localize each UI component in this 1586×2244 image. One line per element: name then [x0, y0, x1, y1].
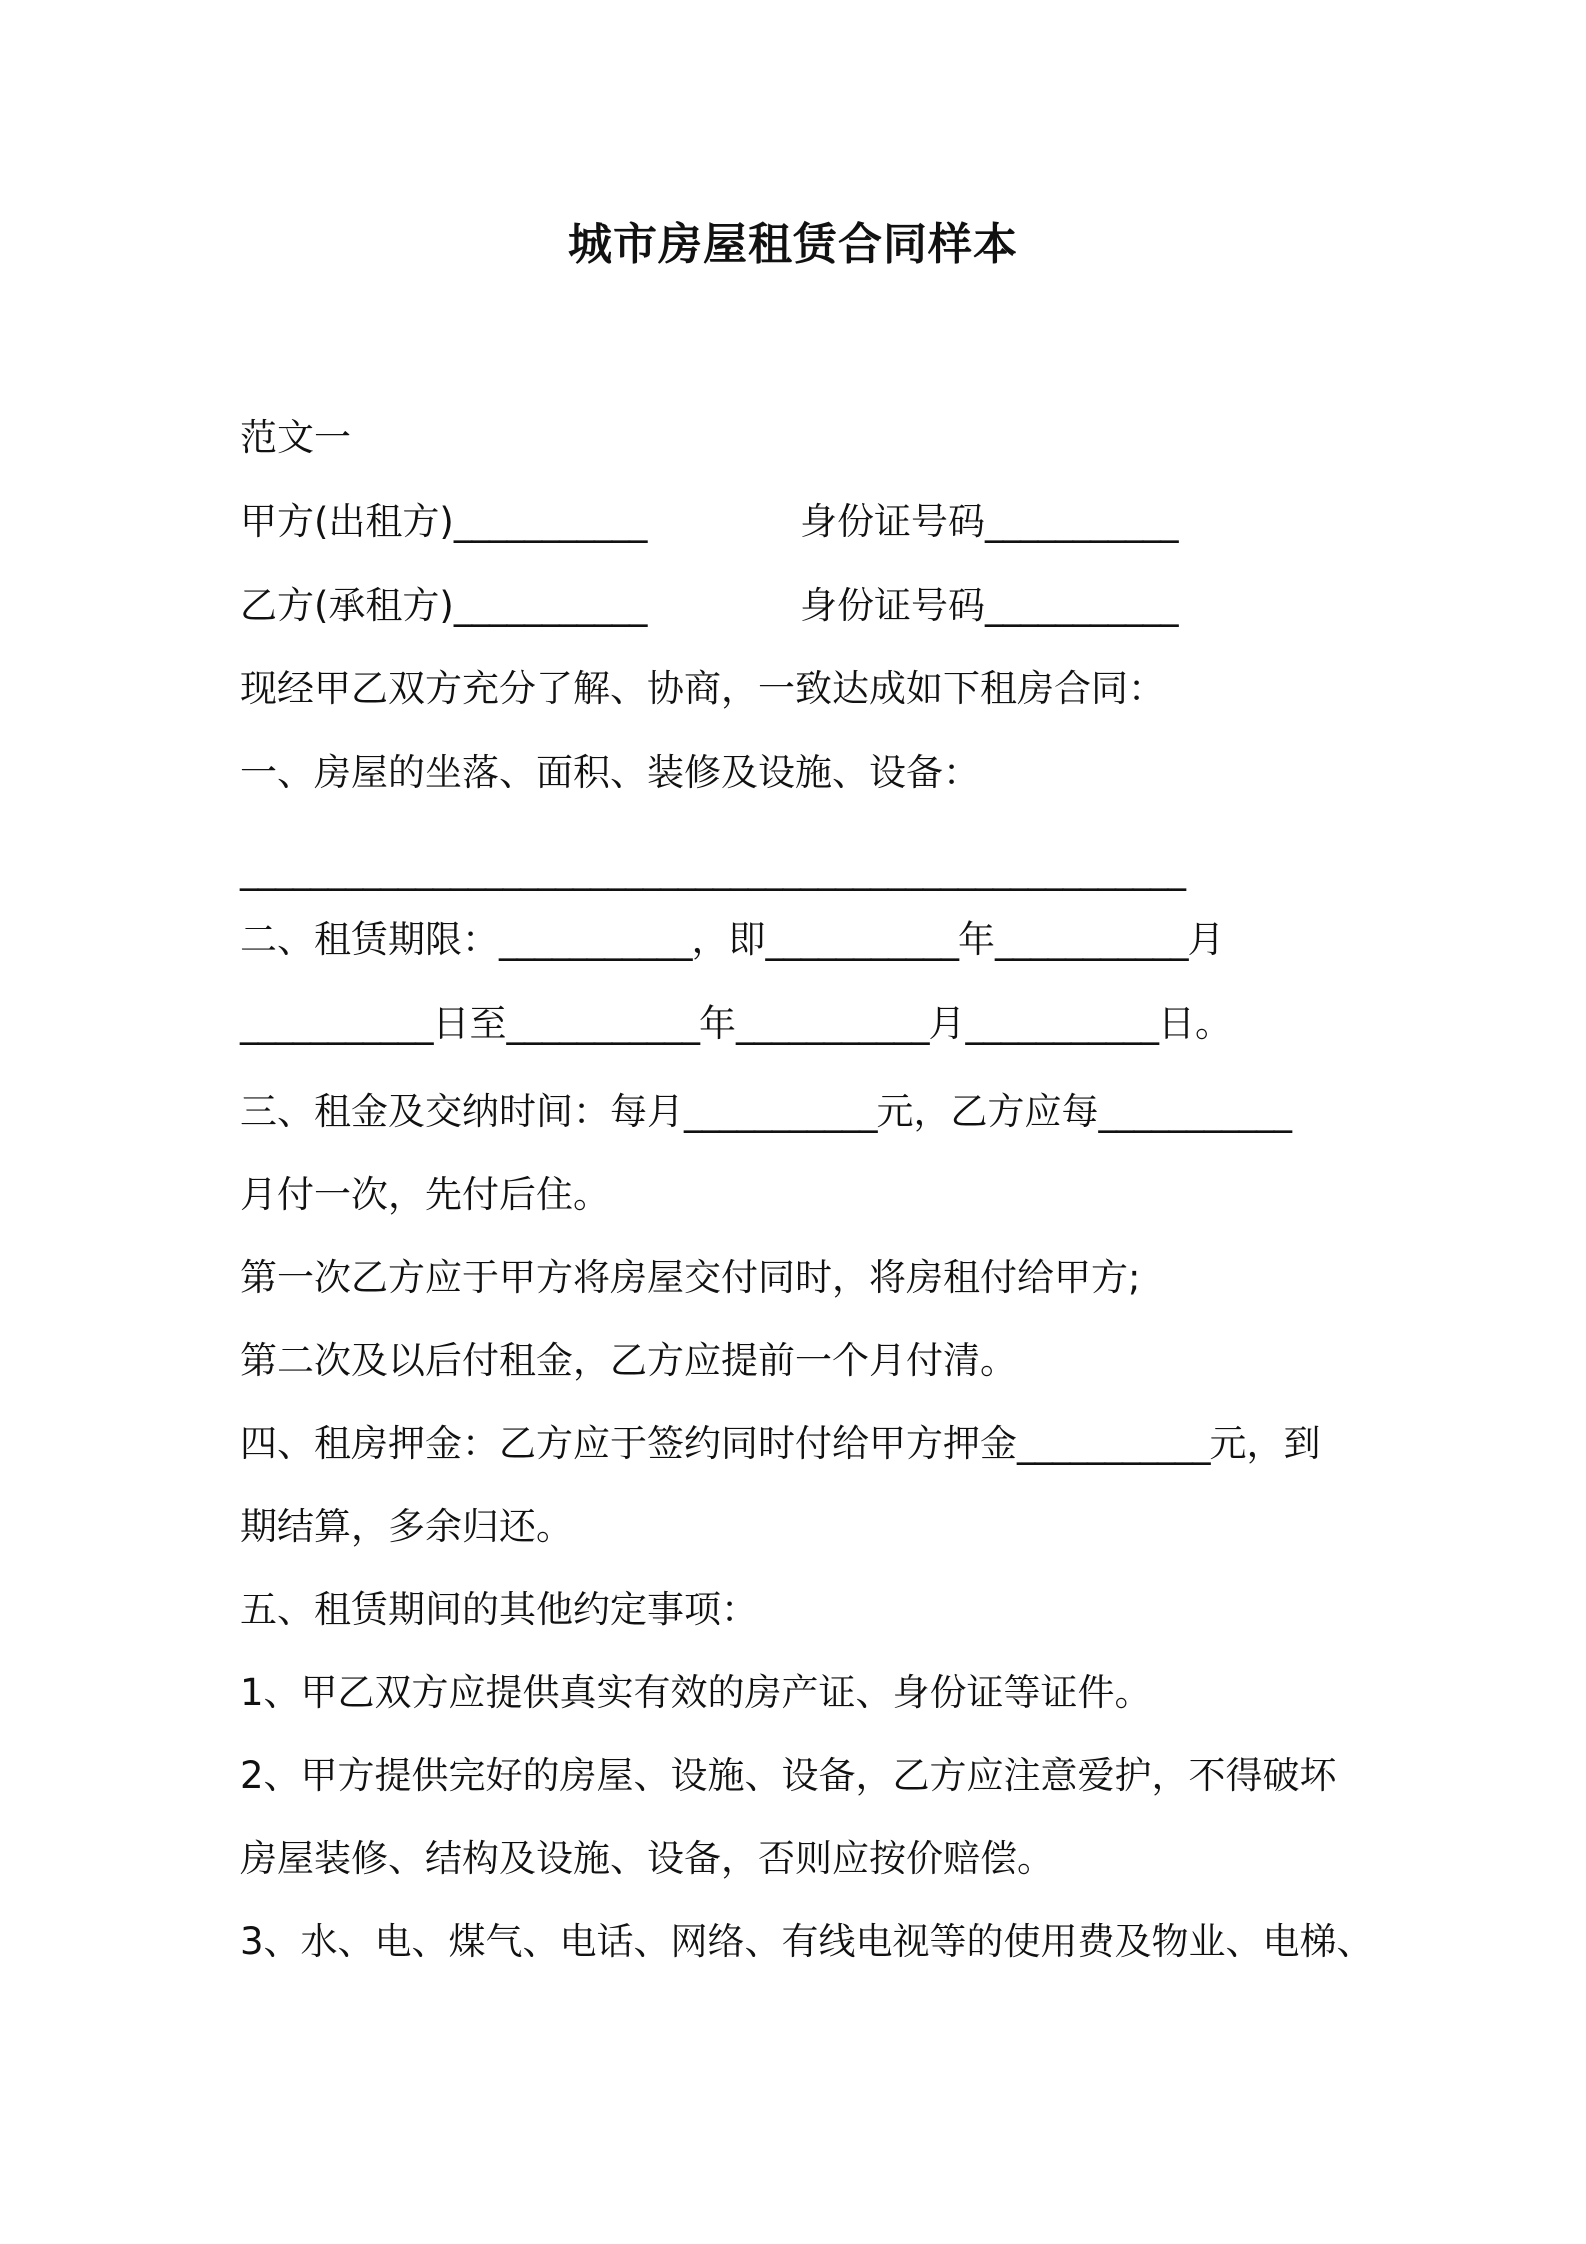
section-3-line-2: 月付一次，先付后住。: [240, 1173, 610, 1216]
intro-line: 现经甲乙双方充分了解、协商，一致达成如下租房合同：: [240, 667, 1165, 710]
party-a-id-label: 身份证号码: [800, 500, 985, 543]
start-year-blank: ___________: [765, 918, 958, 961]
section-1-heading: 一、房屋的坐落、面积、装修及设施、设备：: [240, 751, 980, 794]
lease-term-blank: ___________: [499, 918, 692, 961]
lease-term-label: 二、租赁期限：: [240, 918, 499, 961]
deposit-yuan-text: 元，到: [1209, 1422, 1321, 1465]
monthly-rent-blank: ___________: [684, 1090, 877, 1133]
party-b-id-label: 身份证号码: [800, 584, 985, 627]
day-to-text: 日至: [432, 1002, 507, 1045]
property-details-blank: ______________________________________________________: [240, 848, 1185, 891]
end-day-text: 日。: [1158, 1002, 1232, 1045]
section-3-line-3: 第一次乙方应于甲方将房屋交付同时，将房租付给甲方;: [240, 1256, 1141, 1299]
end-year-text: 年: [699, 1002, 736, 1045]
party-a-id-line: [800, 494, 1178, 550]
section-3-line-1: [240, 1084, 1291, 1140]
end-month-blank: ___________: [736, 1002, 929, 1045]
clause-2-line-2: 房屋装修、结构及设施、设备，否则应按价赔偿。: [240, 1837, 1054, 1880]
party-b-id-blank: ___________: [985, 584, 1178, 627]
year-text: 年: [958, 918, 995, 961]
party-a-label: 甲方(出租方): [240, 500, 454, 543]
end-month-text: 月: [928, 1002, 966, 1045]
section-2-line-2: [240, 996, 1232, 1052]
party-a-line: [240, 494, 646, 550]
section-5-heading: 五、租赁期间的其他约定事项：: [240, 1588, 758, 1631]
section-4-line-1: [240, 1416, 1321, 1472]
party-b-id-line: [800, 578, 1178, 634]
namely-text: ，即: [691, 918, 766, 961]
party-a-id-blank: ___________: [985, 500, 1178, 543]
sample-label: 范文一: [240, 416, 351, 459]
clause-3-line-1: 3、水、电、煤气、电话、网络、有线电视等的使用费及物业、电梯、: [240, 1920, 1374, 1963]
party-a-name-blank: ___________: [453, 500, 647, 543]
section-3-line-4: 第二次及以后付租金，乙方应提前一个月付清。: [240, 1339, 1017, 1382]
end-day-blank: ___________: [965, 1002, 1158, 1045]
party-b-name-blank: ___________: [453, 584, 647, 627]
clause-1: 1、甲乙双方应提供真实有效的房产证、身份证等证件。: [240, 1671, 1152, 1714]
start-month-blank: ___________: [995, 918, 1188, 961]
deposit-amount-blank: ___________: [1017, 1422, 1210, 1465]
section-2-line-1: [240, 912, 1225, 968]
party-b-line: [240, 578, 646, 634]
document-title: 城市房屋租赁合同样本: [568, 219, 1018, 270]
section-4-line-2: 期结算，多余归还。: [240, 1505, 573, 1548]
month-text: 月: [1187, 918, 1225, 961]
yuan-text: 元，乙方应每: [876, 1090, 1099, 1133]
end-year-blank: ___________: [506, 1002, 699, 1045]
rent-label: 三、租金及交纳时间：每月: [240, 1090, 684, 1133]
start-day-blank: ___________: [240, 1002, 433, 1045]
clause-2-line-1: 2、甲方提供完好的房屋、设施、设备，乙方应注意爱护，不得破坏: [240, 1754, 1337, 1797]
deposit-label: 四、租房押金：乙方应于签约同时付给甲方押金: [240, 1422, 1017, 1465]
party-b-label: 乙方(承租方): [240, 584, 454, 627]
payment-interval-blank: ___________: [1098, 1090, 1291, 1133]
section-1-long-blank: [240, 842, 1185, 898]
